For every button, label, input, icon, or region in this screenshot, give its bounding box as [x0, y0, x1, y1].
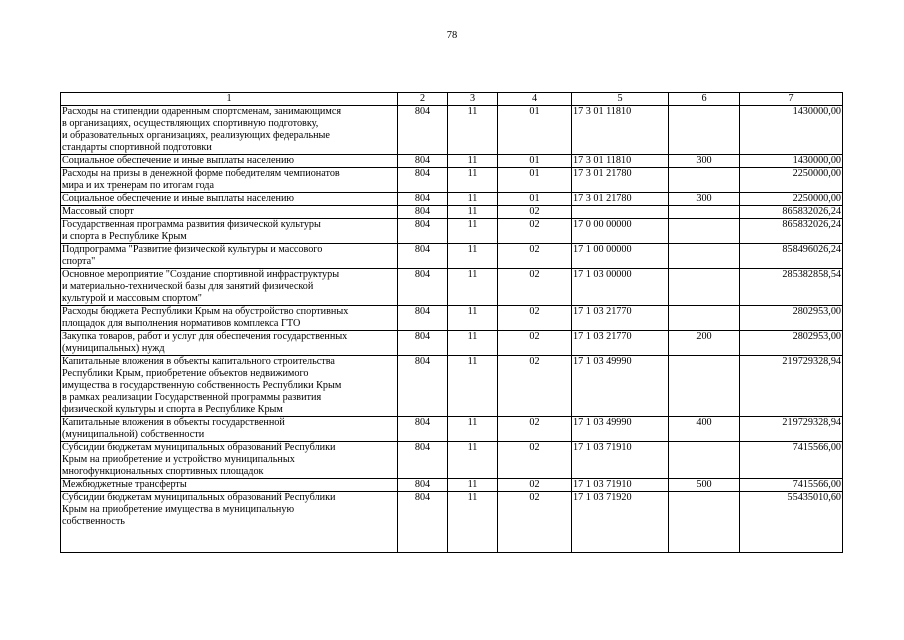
amount-cell: 285382858,54 [740, 269, 843, 306]
row-name-cell [61, 206, 398, 219]
code-cell: 804 [398, 193, 448, 206]
table-row [61, 492, 843, 553]
subsection-cell: 01 [498, 155, 572, 168]
code-cell: 804 [398, 417, 448, 442]
row-name-line: Субсидии бюджетам муниципальных образований Республики [62, 492, 336, 503]
row-name-cell [61, 356, 398, 417]
row-name-line: (муниципальной) собственности [62, 429, 205, 440]
amount-cell: 865832026,24 [740, 219, 843, 244]
target-article-cell: 17 3 01 11810 [572, 155, 669, 168]
row-name-cell [61, 492, 398, 553]
row-name-line: Межбюджетные трансферты [62, 479, 187, 490]
row-name-line: многофункциональных спортивных площадок [62, 466, 264, 477]
target-article-cell: 17 1 03 21770 [572, 306, 669, 331]
code-cell: 804 [398, 106, 448, 155]
target-article-cell: 17 1 03 71910 [572, 479, 669, 492]
section-cell: 11 [448, 417, 498, 442]
table-row [61, 193, 843, 206]
row-name-cell [61, 219, 398, 244]
subsection-cell: 02 [498, 442, 572, 479]
expense-type-cell [669, 306, 740, 331]
amount-cell: 7415566,00 [740, 479, 843, 492]
subsection-cell: 01 [498, 106, 572, 155]
section-cell: 11 [448, 269, 498, 306]
row-name-line: и спорта в Республике Крым [62, 231, 187, 242]
table-row [61, 206, 843, 219]
expense-type-cell: 300 [669, 155, 740, 168]
code-cell: 804 [398, 206, 448, 219]
row-name-cell [61, 331, 398, 356]
table-row [61, 306, 843, 331]
subsection-cell: 02 [498, 219, 572, 244]
target-article-cell: 17 1 00 00000 [572, 244, 669, 269]
row-name-cell [61, 168, 398, 193]
section-cell: 11 [448, 106, 498, 155]
row-name-line: и образовательных организациях, реализующих федеральные [62, 130, 330, 141]
code-cell: 804 [398, 168, 448, 193]
row-name-cell [61, 106, 398, 155]
code-cell: 804 [398, 479, 448, 492]
row-name-line: и материально-технической базы для занятий физической [62, 281, 314, 292]
amount-cell: 865832026,24 [740, 206, 843, 219]
expense-type-cell [669, 492, 740, 553]
amount-cell: 219729328,94 [740, 417, 843, 442]
row-name-line: (муниципальных) нужд [62, 343, 165, 354]
row-name-line: в организациях, осуществляющих спортивную подготовку, [62, 118, 319, 129]
amount-cell: 55435010,60 [740, 492, 843, 553]
expense-type-cell: 400 [669, 417, 740, 442]
column-header: 3 [448, 93, 498, 106]
subsection-cell: 02 [498, 331, 572, 356]
row-name-line: имущества в государственную собственность Республики Крым [62, 380, 342, 391]
table-row [61, 331, 843, 356]
table-row [61, 417, 843, 442]
section-cell: 11 [448, 356, 498, 417]
expense-type-cell: 500 [669, 479, 740, 492]
expense-type-cell: 200 [669, 331, 740, 356]
subsection-cell: 02 [498, 356, 572, 417]
section-cell: 11 [448, 244, 498, 269]
row-name-line: Подпрограмма "Развитие физической культуры и массового [62, 244, 323, 255]
section-cell: 11 [448, 306, 498, 331]
subsection-cell: 02 [498, 417, 572, 442]
section-cell: 11 [448, 155, 498, 168]
column-header: 4 [498, 93, 572, 106]
row-name-cell [61, 417, 398, 442]
table-row [61, 442, 843, 479]
code-cell: 804 [398, 356, 448, 417]
target-article-cell: 17 1 03 21770 [572, 331, 669, 356]
subsection-cell: 02 [498, 479, 572, 492]
column-header: 7 [740, 93, 843, 106]
row-name-line: Расходы на стипендии одаренным спортсменам, занимающимся [62, 106, 342, 117]
code-cell: 804 [398, 306, 448, 331]
section-cell: 11 [448, 479, 498, 492]
expense-type-cell [669, 244, 740, 269]
row-name-line: Расходы на призы в денежной форме победителям чемпионатов [62, 168, 340, 179]
expense-type-cell [669, 168, 740, 193]
subsection-cell: 02 [498, 492, 572, 553]
row-name-line: спорта" [62, 256, 96, 267]
subsection-cell: 02 [498, 269, 572, 306]
expense-type-cell [669, 269, 740, 306]
row-name-line: собственность [62, 516, 125, 527]
table-row [61, 356, 843, 417]
amount-cell: 2802953,00 [740, 331, 843, 356]
column-header: 5 [572, 93, 669, 106]
row-name-line: физической культуры и спорта в Республике Крым [62, 404, 283, 415]
row-name-line: стандарты спортивной подготовки [62, 142, 212, 153]
row-name-line: Крым на приобретение и устройство муниципальных [62, 454, 295, 465]
subsection-cell: 01 [498, 193, 572, 206]
row-name-line: мира и их тренерам по итогам года [62, 180, 215, 191]
expense-type-cell [669, 356, 740, 417]
section-cell: 11 [448, 193, 498, 206]
subsection-cell: 01 [498, 168, 572, 193]
subsection-cell: 02 [498, 244, 572, 269]
row-name-line: Республики Крым, приобретение объектов недвижимого [62, 368, 309, 379]
table-row [61, 244, 843, 269]
column-header: 1 [61, 93, 398, 106]
amount-cell: 2250000,00 [740, 168, 843, 193]
row-name-line: Крым на приобретение имущества в муниципальную [62, 504, 295, 515]
amount-cell: 1430000,00 [740, 155, 843, 168]
target-article-cell: 17 1 03 00000 [572, 269, 669, 306]
target-article-cell: 17 3 01 11810 [572, 106, 669, 155]
table-row [61, 479, 843, 492]
row-name-line: Капитальные вложения в объекты государственной [62, 417, 285, 428]
row-name-line: Субсидии бюджетам муниципальных образований Республики [62, 442, 336, 453]
target-article-cell: 17 3 01 21780 [572, 168, 669, 193]
table-row [61, 219, 843, 244]
table-row [61, 269, 843, 306]
row-name-line: Основное мероприятие "Создание спортивной инфраструктуры [62, 269, 340, 280]
table-row [61, 168, 843, 193]
row-name-line: Социальное обеспечение и иные выплаты населению [62, 193, 295, 204]
row-name-cell [61, 479, 398, 492]
subsection-cell: 02 [498, 306, 572, 331]
code-cell: 804 [398, 155, 448, 168]
row-name-line: культурой и массовым спортом" [62, 293, 202, 304]
budget-table [60, 92, 843, 553]
section-cell: 11 [448, 331, 498, 356]
target-article-cell: 17 3 01 21780 [572, 193, 669, 206]
amount-cell: 1430000,00 [740, 106, 843, 155]
row-name-line: в рамках реализации Государственной программы развития [62, 392, 322, 403]
section-cell: 11 [448, 219, 498, 244]
table-row [61, 106, 843, 155]
row-name-line: Расходы бюджета Республики Крым на обустройство спортивных [62, 306, 349, 317]
expense-type-cell [669, 206, 740, 219]
code-cell: 804 [398, 244, 448, 269]
row-name-cell [61, 306, 398, 331]
row-name-cell [61, 155, 398, 168]
target-article-cell: 17 1 03 49990 [572, 356, 669, 417]
code-cell: 804 [398, 219, 448, 244]
expense-type-cell [669, 219, 740, 244]
row-name-line: площадок для выполнения нормативов комплекса ГТО [62, 318, 301, 329]
target-article-cell: 17 1 03 49990 [572, 417, 669, 442]
column-header: 6 [669, 93, 740, 106]
amount-cell: 219729328,94 [740, 356, 843, 417]
target-article-cell: 17 1 03 71910 [572, 442, 669, 479]
section-cell: 11 [448, 168, 498, 193]
row-name-line: Массовый спорт [62, 206, 134, 217]
amount-cell: 858496026,24 [740, 244, 843, 269]
table-body [61, 106, 843, 553]
target-article-cell: 17 1 03 71920 [572, 492, 669, 553]
amount-cell: 2250000,00 [740, 193, 843, 206]
code-cell: 804 [398, 331, 448, 356]
row-name-line [62, 528, 396, 540]
row-name-line: Государственная программа развития физической культуры [62, 219, 321, 230]
section-cell: 11 [448, 442, 498, 479]
table-row [61, 155, 843, 168]
row-name-cell [61, 193, 398, 206]
page-number: 78 [446, 30, 458, 41]
target-article-cell [572, 206, 669, 219]
target-article-cell: 17 0 00 00000 [572, 219, 669, 244]
amount-cell: 2802953,00 [740, 306, 843, 331]
section-cell: 11 [448, 206, 498, 219]
code-cell: 804 [398, 492, 448, 553]
table-header-row [61, 93, 843, 106]
code-cell: 804 [398, 442, 448, 479]
row-name-line [62, 540, 396, 552]
section-cell: 11 [448, 492, 498, 553]
row-name-cell [61, 269, 398, 306]
code-cell: 804 [398, 269, 448, 306]
expense-type-cell: 300 [669, 193, 740, 206]
expense-type-cell [669, 106, 740, 155]
row-name-cell [61, 244, 398, 269]
row-name-cell [61, 442, 398, 479]
row-name-line: Социальное обеспечение и иные выплаты населению [62, 155, 295, 166]
amount-cell: 7415566,00 [740, 442, 843, 479]
row-name-line: Закупка товаров, работ и услуг для обеспечения государственных [62, 331, 348, 342]
subsection-cell: 02 [498, 206, 572, 219]
expense-type-cell [669, 442, 740, 479]
column-header: 2 [398, 93, 448, 106]
row-name-line: Капитальные вложения в объекты капитального строительства [62, 356, 335, 367]
